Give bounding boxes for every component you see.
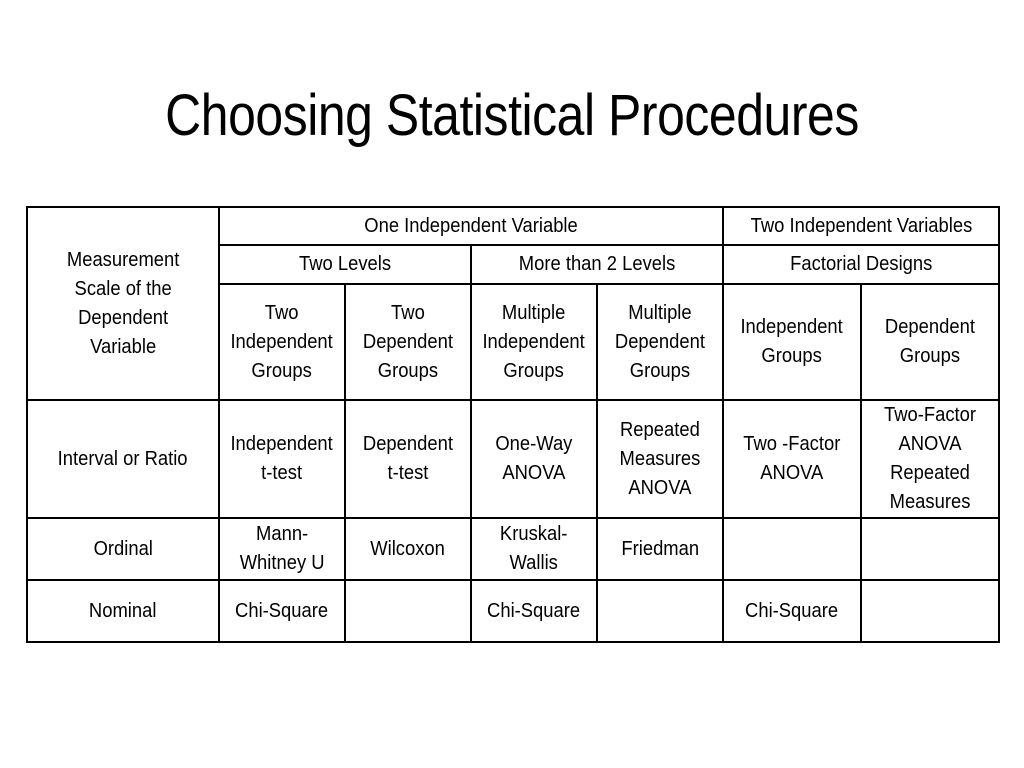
row-scale-label: Interval or Ratio bbox=[27, 400, 219, 518]
design-header: Multiple Dependent Groups bbox=[597, 284, 723, 400]
procedures-table bbox=[26, 206, 1000, 643]
slide-title: Choosing Statistical Procedures bbox=[165, 83, 859, 148]
table-row bbox=[27, 580, 999, 642]
factorial-designs-header: Factorial Designs bbox=[723, 245, 999, 284]
table-cell: Independent t-test bbox=[219, 400, 345, 518]
table-row bbox=[27, 518, 999, 580]
row-scale-label: Ordinal bbox=[27, 518, 219, 580]
table-cell bbox=[597, 580, 723, 642]
header-row-1 bbox=[27, 207, 999, 245]
design-header: Two Independent Groups bbox=[219, 284, 345, 400]
table-cell: Chi-Square bbox=[723, 580, 861, 642]
row-scale-label: Nominal bbox=[27, 580, 219, 642]
table-cell: Repeated Measures ANOVA bbox=[597, 400, 723, 518]
table-cell bbox=[723, 518, 861, 580]
table-cell: Chi-Square bbox=[471, 580, 597, 642]
table-cell: Kruskal- Wallis bbox=[471, 518, 597, 580]
measurement-scale-header: Measurement Scale of the Dependent Variable bbox=[27, 207, 219, 400]
table-cell bbox=[861, 518, 999, 580]
table-cell bbox=[345, 580, 471, 642]
design-header: Independent Groups bbox=[723, 284, 861, 400]
table-cell: Mann- Whitney U bbox=[219, 518, 345, 580]
two-independent-variables-header: Two Independent Variables bbox=[723, 207, 999, 245]
table-cell: Chi-Square bbox=[219, 580, 345, 642]
table-cell: Two -Factor ANOVA bbox=[723, 400, 861, 518]
table-cell: Friedman bbox=[597, 518, 723, 580]
table-cell bbox=[861, 580, 999, 642]
table-cell: Dependent t-test bbox=[345, 400, 471, 518]
table-cell: Wilcoxon bbox=[345, 518, 471, 580]
table-cell: Two-Factor ANOVA Repeated Measures bbox=[861, 400, 999, 518]
design-header: Two Dependent Groups bbox=[345, 284, 471, 400]
one-independent-variable-header: One Independent Variable bbox=[219, 207, 723, 245]
table-cell: One-Way ANOVA bbox=[471, 400, 597, 518]
more-than-2-levels-header: More than 2 Levels bbox=[471, 245, 723, 284]
design-header: Multiple Independent Groups bbox=[471, 284, 597, 400]
two-levels-header: Two Levels bbox=[219, 245, 471, 284]
design-header: Dependent Groups bbox=[861, 284, 999, 400]
table-row bbox=[27, 400, 999, 518]
